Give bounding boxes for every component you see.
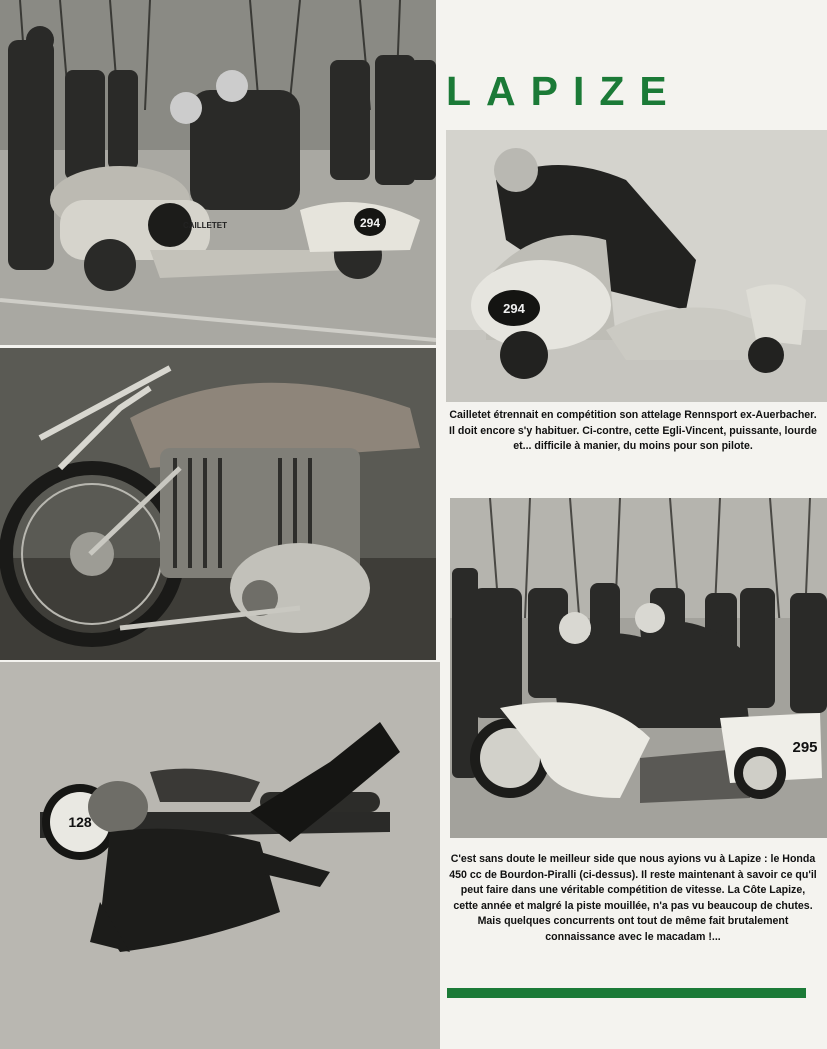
photo-egli-vincent (0, 348, 436, 660)
article-title: LAPIZE (446, 68, 682, 114)
plate-number: 295 (792, 739, 818, 756)
photo-rider-crash (0, 662, 440, 1049)
photo-sidecar-cailletet (0, 0, 436, 345)
photo-caption-top: Cailletet étrennait en compétition son attelage Rennsport ex-Auerbacher. Il doit encore s'y habituer. Ci-contre, cette Egli-Vincent, puissante, lourde et... difficile à manier, du moins pour son pilote. (449, 409, 817, 452)
fairing-lettering: CAILLETET (183, 221, 227, 230)
photo-sidecar-front (446, 130, 827, 402)
plate-number: 128 (68, 814, 92, 830)
plate-number: 294 (503, 301, 525, 316)
photo-caption-bottom: C'est sans doute le meilleur side que nous ayions vu à Lapize : le Honda 450 cc de Bourdon-Piralli (ci-dessus). Il reste maintenant à savoir ce qu'il peut faire dans une véritable compétition de vitesse. La Côte Lapize, cette année et malgré la piste mouillée, n'a pas vu beaucoup de chutes. Mais quelques concurrents ont tout de même fait brutalement connaissance avec le macadam !... (449, 853, 817, 943)
photo-honda-sidecar (450, 498, 827, 838)
plate-number: 294 (359, 216, 381, 230)
decorative-rule (447, 988, 806, 998)
